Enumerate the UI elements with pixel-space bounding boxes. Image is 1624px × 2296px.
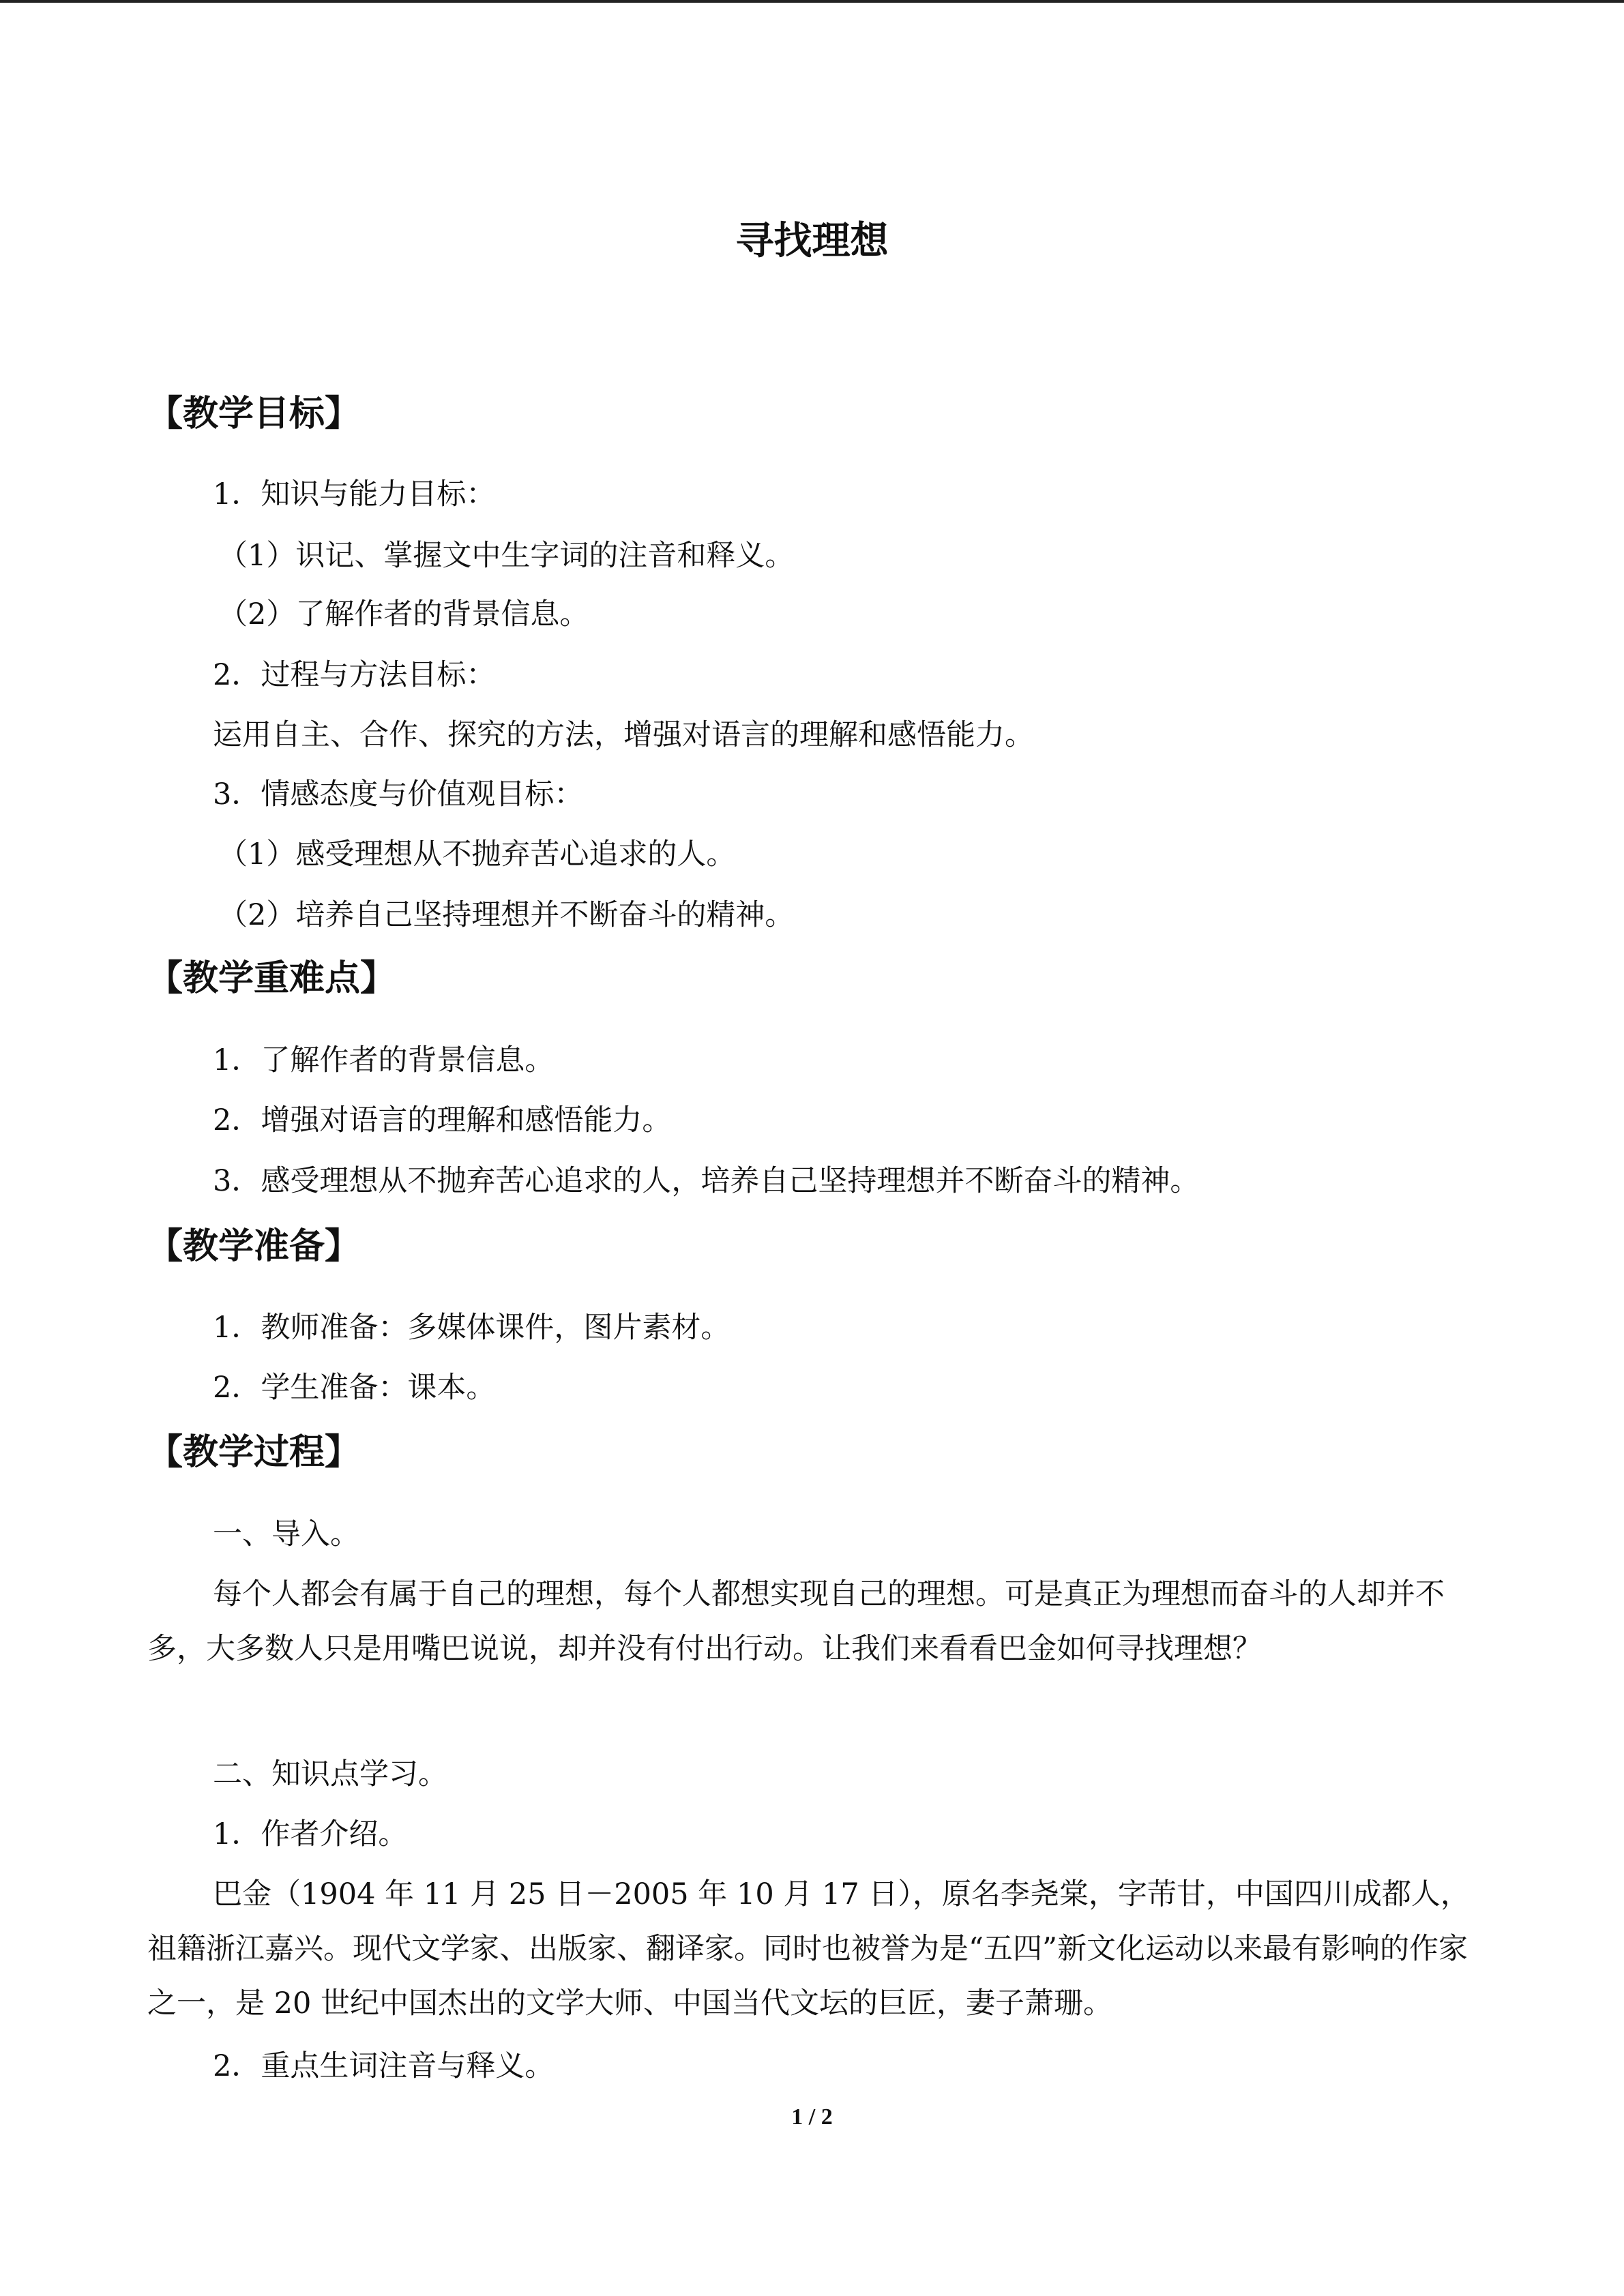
goal-line: （2）培养自己坚持理想并不断奋斗的精神。: [218, 898, 795, 932]
page-number: 1 / 2: [791, 2104, 833, 2130]
goal-line: 1．知识与能力目标：: [213, 477, 496, 511]
key-point-line: 3．感受理想从不抛弃苦心追求的人，培养自己坚持理想并不断奋斗的精神。: [213, 1164, 1200, 1198]
section-heading-goals: 【教学目标】: [147, 393, 361, 434]
section-heading-process: 【教学过程】: [147, 1431, 361, 1473]
goal-line: 3．情感态度与价值观目标：: [213, 777, 584, 811]
goal-line: （1）感受理想从不抛弃苦心追求的人。: [218, 837, 736, 871]
goal-line: 运用自主、合作、探究的方法，增强对语言的理解和感悟能力。: [213, 718, 1034, 752]
goal-line: （1）识记、掌握文中生字词的注音和释义。: [218, 539, 795, 573]
preparation-line: 1．教师准备：多媒体课件，图片素材。: [213, 1311, 730, 1345]
preparation-line: 2．学生准备：课本。: [213, 1371, 496, 1405]
knowledge-label: 二、知识点学习。: [213, 1757, 447, 1791]
key-point-line: 1．了解作者的背景信息。: [213, 1043, 555, 1077]
author-paragraph: 巴金（1904 年 11 月 25 日－2005 年 10 月 17 日），原名李尧棠，字芾甘，中国四川成都人，祖籍浙江嘉兴。现代文学家、出版家、翻译家。同时也被誉为是“五四”新文化运动以来最有影响的作家之一，是 20 世纪中国杰出的文学大师、中国当代文坛的巨匠，妻子萧珊。: [147, 1877, 1470, 2021]
vocab-label: 2．重点生词注音与释义。: [213, 2049, 555, 2083]
section-heading-preparation: 【教学准备】: [147, 1225, 361, 1267]
document-title: 寻找理想: [735, 218, 889, 263]
intro-label: 一、导入。: [213, 1517, 359, 1551]
key-point-line: 2．增强对语言的理解和感悟能力。: [213, 1103, 672, 1137]
section-heading-key-points: 【教学重难点】: [147, 957, 396, 999]
intro-paragraph: 每个人都会有属于自己的理想，每个人都想实现自己的理想。可是真正为理想而奋斗的人却并不多，大多数人只是用嘴巴说说，却并没有付出行动。让我们来看看巴金如何寻找理想？: [147, 1577, 1445, 1666]
author-label: 1．作者介绍。: [213, 1817, 408, 1851]
goal-line: （2）了解作者的背景信息。: [218, 597, 589, 631]
top-border-line: [0, 0, 1624, 3]
goal-line: 2．过程与方法目标：: [213, 658, 496, 692]
